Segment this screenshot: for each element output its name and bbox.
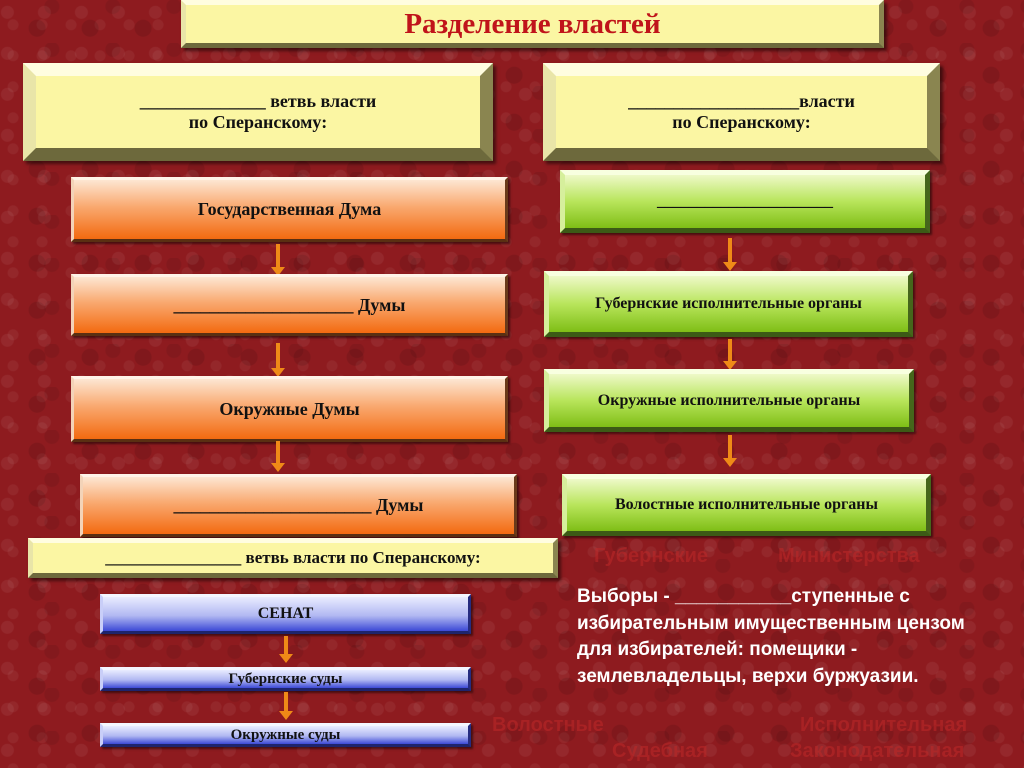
legislative-header-box [23,63,493,161]
executive-header-line1: ___________________власти [628,91,855,111]
title-box [181,0,884,48]
legislative-arrow-1 [276,244,280,270]
executive-arrow-2 [728,339,732,364]
executive-arrow-1 [728,238,732,265]
executive-box-4-label: Волостные исполнительные органы [614,496,879,513]
hint-word-sudebnaya: Судебная [612,740,708,762]
hint-word-ministerstva: Министерства [778,545,920,567]
executive-header-line2: по Сперанскому: [672,112,811,132]
judicial-arrow-1 [284,636,288,657]
legislative-box-4 [80,474,517,537]
judicial-header-label: ________________ ветвь власти по Сперанскому: [105,548,481,567]
judicial-arrow-2 [284,692,288,714]
executive-header-box [543,63,940,161]
legislative-arrow-3 [276,441,280,466]
judicial-box-provincial-label: Губернские суды [228,670,343,687]
hint-word-gubernskie: Губернские [594,545,709,567]
legislative-header-line1: ______________ ветвь власти [139,91,377,111]
judicial-box-district [100,723,471,747]
legislative-arrow-2 [276,343,280,371]
legislative-box-2-label: ____________________ Думы [173,294,406,315]
legislative-box-2 [71,274,508,336]
executive-box-1 [560,170,930,233]
executive-box-4 [562,474,931,536]
judicial-box-senate-label: СЕНАТ [257,605,314,622]
judicial-header-box [28,538,558,578]
hint-word-zakonodatelnaya: Законодательная [790,740,965,762]
hint-word-volostnye: Волостные [492,714,604,736]
elections-text: Выборы - ___________ступенные с избирательным имущественным цензом для избирателей: помещики - землевладельцы, верхи буржуазии. [577,586,965,687]
executive-box-1-label: ______________________ [657,192,833,210]
legislative-box-3 [71,376,508,442]
judicial-box-district-label: Окружные суды [230,726,341,743]
executive-box-3 [544,369,914,432]
judicial-box-senate [100,594,471,634]
legislative-box-4-label: ______________________ Думы [173,495,424,515]
hint-word-ispolnitelnaya: Исполнительная [800,714,968,736]
page-title: Разделение властей [404,7,661,40]
executive-arrow-3 [728,435,732,461]
executive-box-2 [544,271,913,337]
executive-box-3-label: Окружные исполнительные органы [597,391,861,409]
legislative-box-1 [71,177,508,242]
executive-box-2-label: Губернские исполнительные органы [595,295,862,312]
judicial-box-provincial [100,667,471,691]
legislative-box-3-label: Окружные Думы [219,398,360,419]
legislative-header-line2: по Сперанскому: [188,112,328,132]
legislative-box-1-label: Государственная Дума [197,199,382,219]
